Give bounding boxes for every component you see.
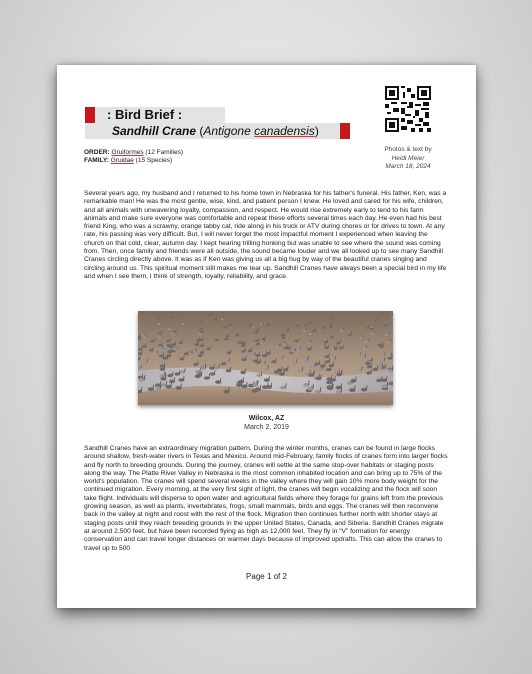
family-count: (15 Species) [135, 157, 173, 164]
order-value: Gruiformes [111, 149, 144, 156]
bird-title [112, 123, 319, 139]
red-accent-block [340, 123, 350, 139]
title-kicker-bar [85, 107, 285, 123]
qr-code-icon[interactable] [383, 83, 433, 135]
body-paragraph-1: Several years ago, my husband and I returned to his home town in Nebraska for his father's funeral. His father, Ken, was a remarkable man! He was the most gentle, wise, kind, and patient person I knew. He loved and cared for his wife, children, and all animals with unwavering loyalty, compassion, and respect. He would rise extremely early to tend to his farm animals and make sure everyone was comfortable and repeat these efforts several times each day. He even had his best friend King, who was a scrawny, orange tabby cat, ride along in his truck or ATV during chores or for drives to town. At any rate, his passing was very difficult. But, I will never forget the most impactful moment I experienced when leaving the church on that cold, clear, autumn day. I kept hearing trilling honking but was unable to see where the sound was coming from. Then, once family and friends were all outside, the sound became louder and we all looked up to see many Sandhill Cranes circling directly above. It was as if Ken was giving us all a big hug by way of the beautiful cranes singing and circling around us. This spiritual moment still makes me tear up. Sandhill Cranes have always been a special bird in my life and when I see them, I think of strength, loyalty, reliability, and grace. [84, 190, 447, 280]
photo-credit [367, 146, 449, 172]
bird-common-name: Sandhill Crane [112, 124, 197, 138]
bird-brief-kicker: : Bird Brief : [107, 107, 183, 122]
title-name-bar [85, 123, 350, 139]
photo-location: Wilcox, AZ [248, 415, 285, 422]
credit-line: Photos & text by [384, 146, 432, 153]
body-paragraph-2: Sandhill Cranes have an extraordinary migration pattern. During the winter months, cranes can be found in large flocks around shallow, fresh-water rivers in Texas and Mexico. Around mid-February, family flocks of cranes form into larger flocks and fly north to breeding grounds. During the journey, cranes will settle at the same stop-over habitats or staging posts along the way. The Platte River Valley in Nebraska is the most common inhabited location and can bring up to 75% of the world's population. The cranes will spend several weeks in the valley where they will gain 10% more body weight for the continued migration. Every morning, at the very first sight of light, the cranes will begin vocalizing and the flock will soon take flight. Individuals will disperse to open water and agricultural fields where they forage for grains left from the previous growing season, as well as plants, invertebrates, frogs, small mammals, birds and eggs. The cranes will then reconvene back in the valley at night and roost with the rest of the flock. Migration then continues further north with shorter stays at staging posts until they reach breeding grounds in the upper United States, Canada, and Siberia. Sandhill Cranes migrate at around 2,500 feet, but have been recorded flying as high as 12,000 feet. They fly in “V” formation for energy conservation and can travel longer distances on warmer days because of improved updrafts. This can allow the cranes to travel up to 500 [84, 445, 448, 552]
scientific-name: (Antigone canadensis) [199, 124, 319, 138]
family-label: FAMILY: [84, 157, 109, 164]
red-accent-block [85, 107, 95, 123]
order-label: ORDER: [84, 149, 110, 156]
family-value: Gruidae [110, 157, 134, 164]
sci-species: canadensis [254, 124, 315, 138]
page-number: Page 1 of 2 [246, 572, 287, 581]
sci-genus: Antigone [203, 124, 251, 138]
taxonomy-block [84, 149, 183, 165]
document-page [57, 65, 476, 608]
crane-flock-photo [138, 311, 393, 405]
photo-date: March 2, 2019 [244, 424, 289, 431]
family-line [84, 157, 183, 165]
order-line [84, 149, 183, 157]
credit-author: Heidi Meier [391, 154, 425, 162]
credit-date: March 18, 2024 [385, 163, 431, 170]
order-count: (12 Families) [145, 149, 183, 156]
